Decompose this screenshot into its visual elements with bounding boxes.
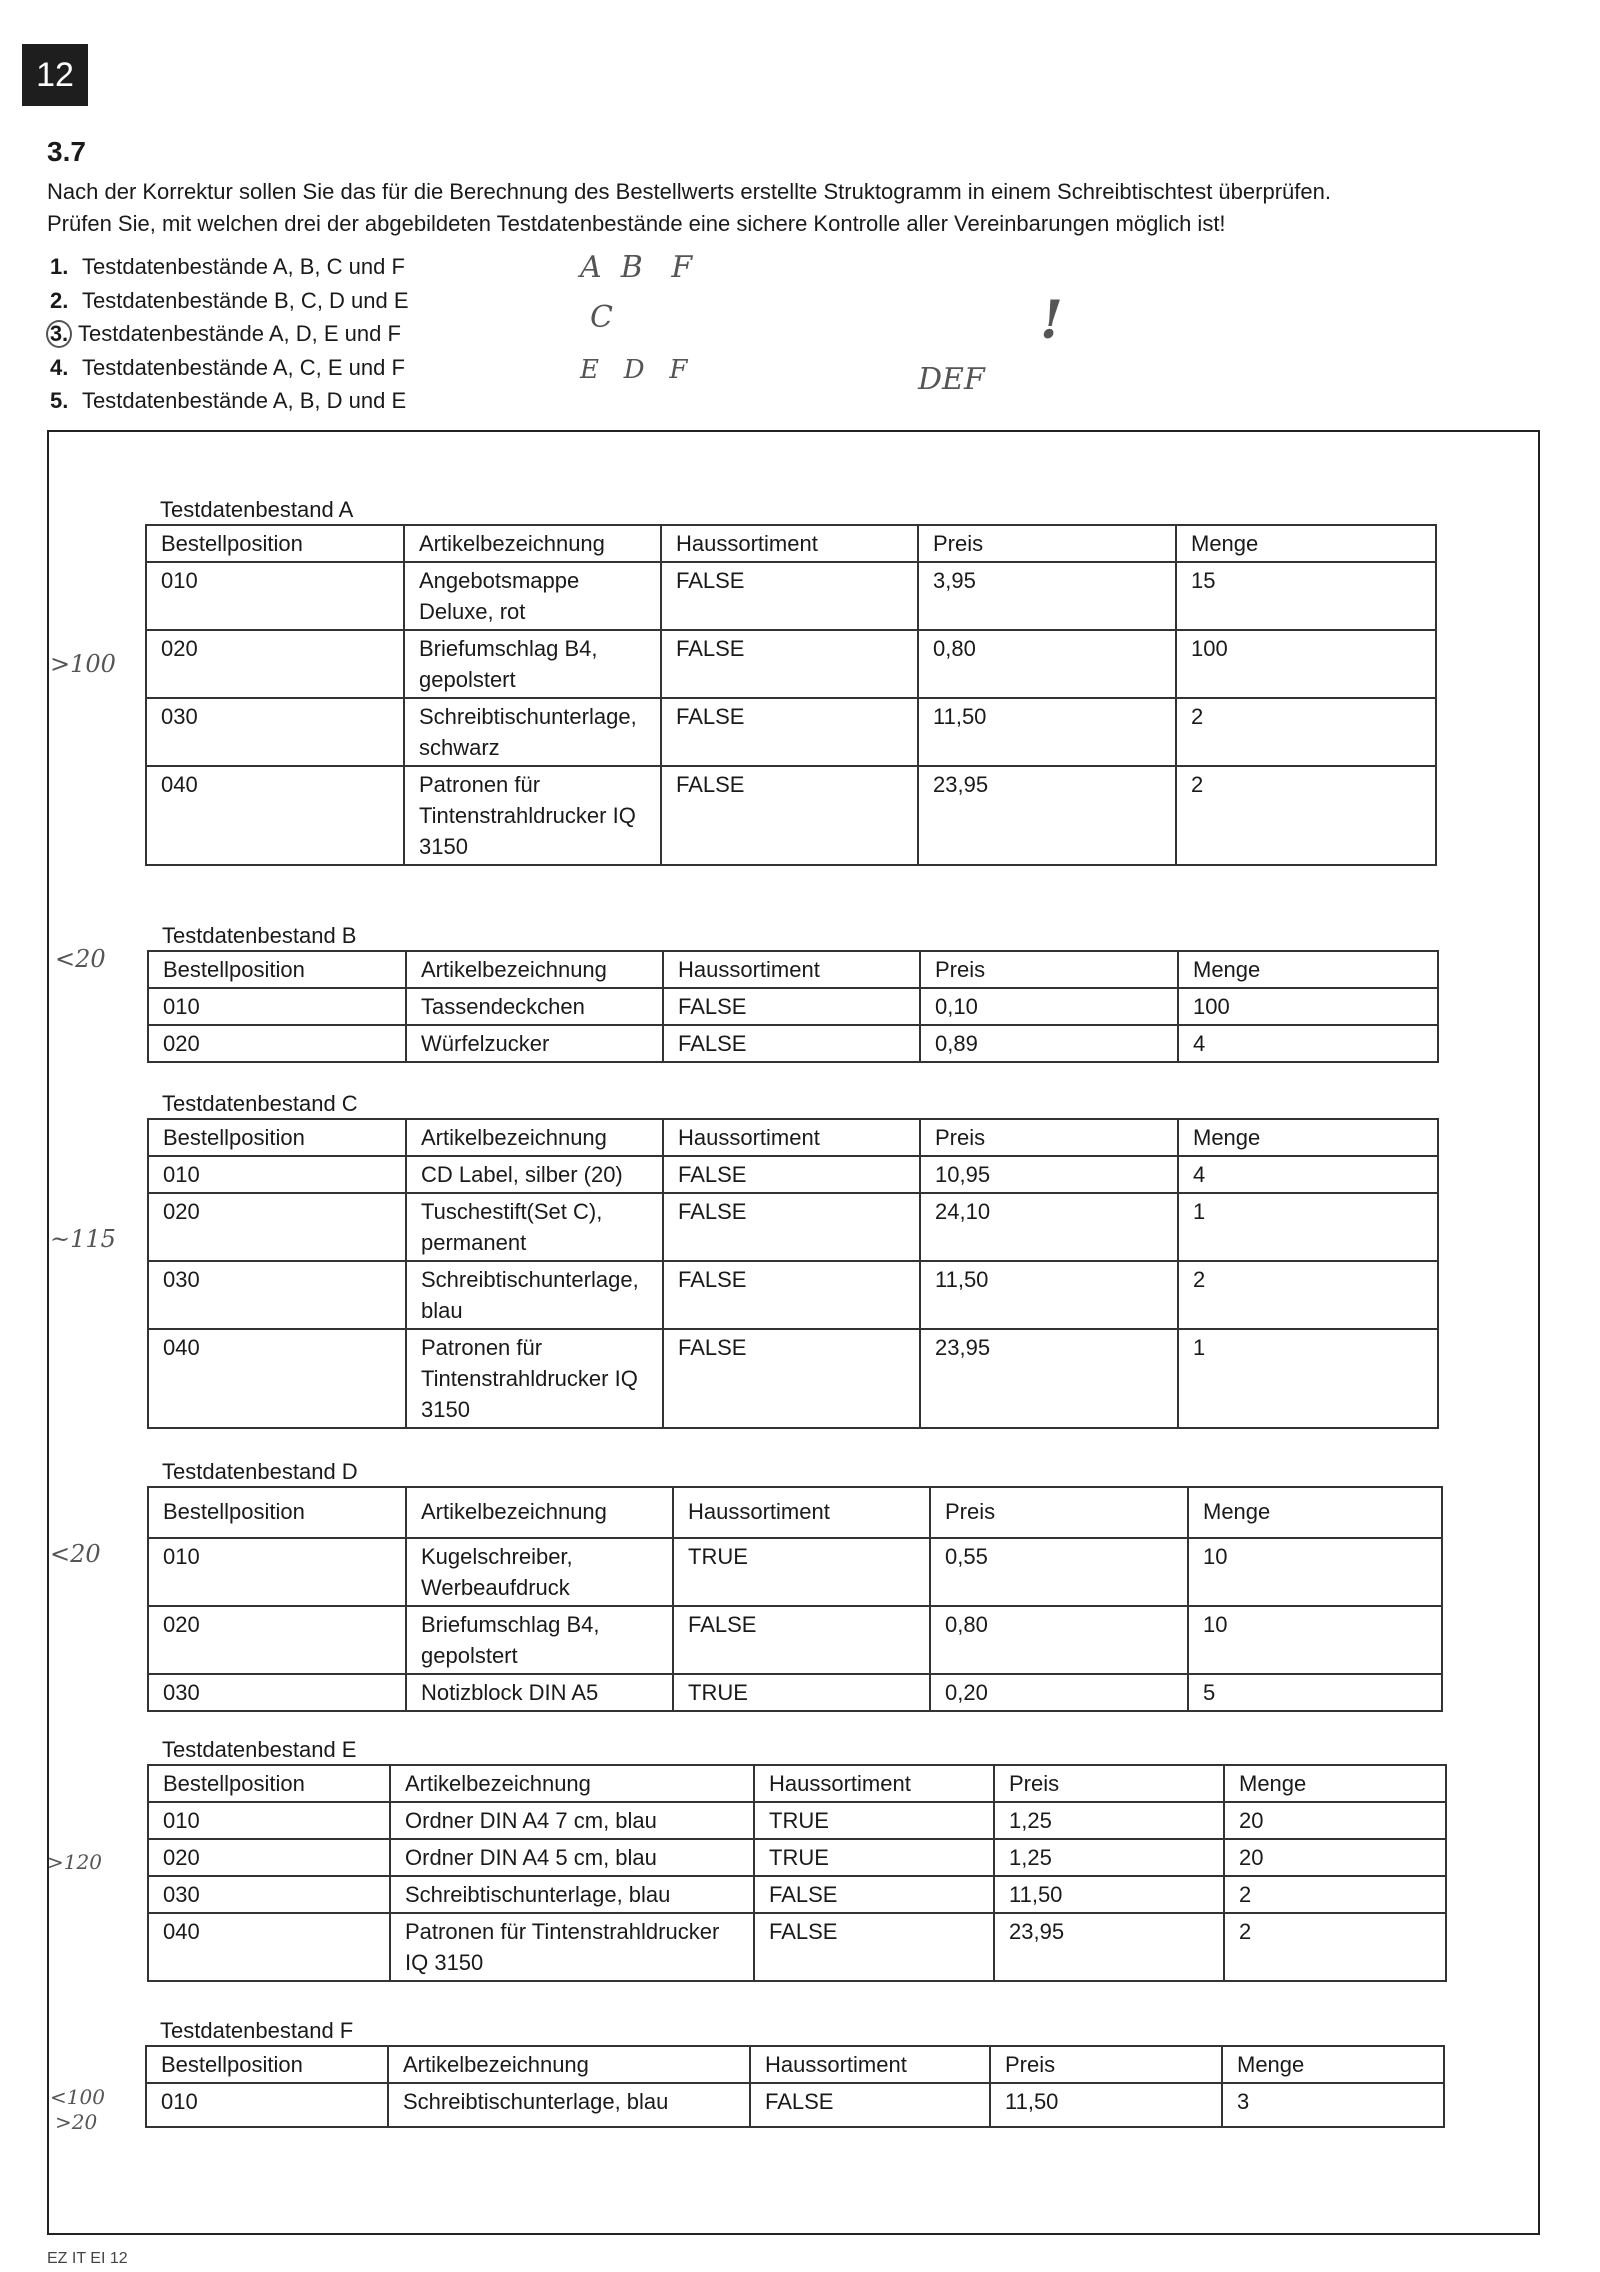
table-row — [148, 1674, 1442, 1711]
option-number-circled: 3. — [46, 320, 72, 348]
cell-position: 010 — [146, 562, 404, 630]
dataset-c — [147, 1090, 1439, 1429]
cell-quantity: 20 — [1224, 1802, 1446, 1839]
cell-range: FALSE — [663, 988, 920, 1025]
cell-position: 040 — [148, 1329, 406, 1428]
column-header: Bestellposition — [146, 2046, 388, 2083]
dataset-title: Testdatenbestand F — [160, 2018, 354, 2043]
cell-position: 010 — [146, 2083, 388, 2127]
option-4[interactable] — [50, 351, 409, 385]
dataset-table — [147, 1118, 1439, 1429]
table-row — [148, 1025, 1438, 1062]
table-row — [148, 1839, 1446, 1876]
cell-article: Patronen für Tintenstrahldrucker IQ 3150 — [390, 1913, 754, 1981]
cell-price: 11,50 — [918, 698, 1176, 766]
cell-quantity: 2 — [1178, 1261, 1438, 1329]
cell-price: 23,95 — [994, 1913, 1224, 1981]
table-header-row — [148, 951, 1438, 988]
dataset-table — [145, 2045, 1445, 2128]
margin-note-f1: <100 — [50, 2085, 105, 2109]
margin-note-a: >100 — [50, 650, 116, 678]
cell-price: 23,95 — [920, 1329, 1178, 1428]
cell-range: FALSE — [663, 1193, 920, 1261]
cell-quantity: 10 — [1188, 1538, 1442, 1606]
cell-price: 1,25 — [994, 1802, 1224, 1839]
cell-quantity: 4 — [1178, 1156, 1438, 1193]
option-label: Testdatenbestände A, C, E und F — [82, 354, 405, 380]
cell-article: Angebotsmappe Deluxe, rot — [404, 562, 661, 630]
column-header: Haussortiment — [750, 2046, 990, 2083]
column-header: Artikelbezeichnung — [404, 525, 661, 562]
cell-range: FALSE — [661, 562, 918, 630]
table-row — [148, 1329, 1438, 1428]
column-header: Artikelbezeichnung — [388, 2046, 750, 2083]
dataset-title: Testdatenbestand B — [162, 923, 357, 948]
cell-quantity: 2 — [1176, 766, 1436, 865]
dataset-b — [147, 922, 1439, 1063]
cell-article: CD Label, silber (20) — [406, 1156, 663, 1193]
column-header: Haussortiment — [754, 1765, 994, 1802]
cell-article: Schreibtischunterlage, blau — [406, 1261, 663, 1329]
answer-options — [50, 250, 409, 418]
cell-range: TRUE — [673, 1538, 930, 1606]
cell-range: TRUE — [754, 1839, 994, 1876]
dataset-a — [145, 496, 1437, 866]
handwriting-row-1: A B F — [580, 250, 693, 285]
cell-price: 0,80 — [930, 1606, 1188, 1674]
cell-range: FALSE — [663, 1261, 920, 1329]
cell-quantity: 20 — [1224, 1839, 1446, 1876]
cell-article: Ordner DIN A4 7 cm, blau — [390, 1802, 754, 1839]
cell-price: 11,50 — [920, 1261, 1178, 1329]
cell-quantity: 1 — [1178, 1329, 1438, 1428]
table-row — [148, 1156, 1438, 1193]
column-header: Menge — [1188, 1487, 1442, 1538]
dataset-table — [145, 524, 1437, 866]
cell-position: 010 — [148, 1538, 406, 1606]
table-row — [148, 1606, 1442, 1674]
cell-article: Kugelschreiber, Werbeaufdruck — [406, 1538, 673, 1606]
column-header: Artikelbezeichnung — [390, 1765, 754, 1802]
column-header: Bestellposition — [148, 1765, 390, 1802]
cell-range: FALSE — [750, 2083, 990, 2127]
cell-position: 020 — [148, 1025, 406, 1062]
option-number: 4. — [50, 354, 69, 380]
cell-range: FALSE — [663, 1329, 920, 1428]
option-1[interactable] — [50, 250, 409, 284]
dataset-table — [147, 1764, 1447, 1982]
cell-price: 0,80 — [918, 630, 1176, 698]
cell-quantity: 4 — [1178, 1025, 1438, 1062]
table-header-row — [148, 1119, 1438, 1156]
dataset-table — [147, 950, 1439, 1063]
margin-note-e: >120 — [47, 1850, 102, 1874]
cell-position: 040 — [148, 1913, 390, 1981]
cell-price: 11,50 — [990, 2083, 1222, 2127]
cell-position: 030 — [148, 1876, 390, 1913]
option-2[interactable] — [50, 284, 409, 318]
cell-range: FALSE — [673, 1606, 930, 1674]
table-row — [146, 630, 1436, 698]
column-header: Bestellposition — [148, 1119, 406, 1156]
cell-article: Tuschestift(Set C), permanent — [406, 1193, 663, 1261]
column-header: Bestellposition — [146, 525, 404, 562]
cell-price: 0,10 — [920, 988, 1178, 1025]
cell-position: 020 — [148, 1193, 406, 1261]
cell-article: Würfelzucker — [406, 1025, 663, 1062]
cell-position: 030 — [148, 1261, 406, 1329]
table-header-row — [146, 2046, 1444, 2083]
cell-article: Schreibtischunterlage, schwarz — [404, 698, 661, 766]
cell-price: 1,25 — [994, 1839, 1224, 1876]
table-row — [148, 1802, 1446, 1839]
task-text-line-2: Prüfen Sie, mit welchen drei der abgebildeten Testdatenbestände eine sichere Kontrolle aller Vereinbarungen möglich ist! — [47, 211, 1226, 236]
cell-range: TRUE — [754, 1802, 994, 1839]
cell-quantity: 2 — [1176, 698, 1436, 766]
dataset-d — [147, 1458, 1443, 1712]
cell-price: 0,20 — [930, 1674, 1188, 1711]
handwriting-exclamation: ! — [1040, 290, 1063, 351]
handwriting-row-3: E D F — [580, 355, 688, 385]
column-header: Haussortiment — [661, 525, 918, 562]
cell-quantity: 1 — [1178, 1193, 1438, 1261]
margin-note-d: <20 — [50, 1540, 101, 1568]
option-number: 5. — [50, 388, 69, 413]
table-row — [146, 2083, 1444, 2127]
column-header: Preis — [918, 525, 1176, 562]
column-header: Haussortiment — [663, 951, 920, 988]
table-row — [148, 1913, 1446, 1981]
cell-article: Briefumschlag B4, gepolstert — [404, 630, 661, 698]
cell-article: Notizblock DIN A5 — [406, 1674, 673, 1711]
table-row — [146, 562, 1436, 630]
dataset-title: Testdatenbestand E — [162, 1737, 357, 1762]
column-header: Artikelbezeichnung — [406, 951, 663, 988]
option-number: 2. — [50, 287, 69, 313]
cell-quantity: 3 — [1222, 2083, 1444, 2127]
cell-article: Schreibtischunterlage, blau — [390, 1876, 754, 1913]
table-row — [148, 1261, 1438, 1329]
column-header: Haussortiment — [673, 1487, 930, 1538]
option-label: Testdatenbestände A, D, E und F — [78, 321, 401, 346]
table-row — [148, 1538, 1442, 1606]
cell-position: 030 — [148, 1674, 406, 1711]
column-header: Preis — [994, 1765, 1224, 1802]
column-header: Haussortiment — [663, 1119, 920, 1156]
cell-quantity: 15 — [1176, 562, 1436, 630]
handwriting-def: DEF — [918, 362, 985, 397]
table-header-row — [148, 1765, 1446, 1802]
cell-price: 24,10 — [920, 1193, 1178, 1261]
option-number: 1. — [50, 254, 69, 279]
cell-article: Patronen für Tintenstrahldrucker IQ 3150 — [404, 766, 661, 865]
table-header-row — [148, 1487, 1442, 1538]
cell-position: 020 — [148, 1839, 390, 1876]
margin-note-f2: >20 — [55, 2110, 98, 2134]
table-row — [146, 766, 1436, 865]
cell-position: 010 — [148, 1156, 406, 1193]
task-text — [47, 176, 1427, 240]
cell-position: 020 — [146, 630, 404, 698]
column-header: Menge — [1176, 525, 1436, 562]
cell-range: FALSE — [661, 698, 918, 766]
dataset-e — [147, 1736, 1447, 1982]
column-header: Artikelbezeichnung — [406, 1119, 663, 1156]
cell-quantity: 2 — [1224, 1913, 1446, 1981]
cell-price: 10,95 — [920, 1156, 1178, 1193]
cell-price: 3,95 — [918, 562, 1176, 630]
cell-article: Schreibtischunterlage, blau — [388, 2083, 750, 2127]
cell-article: Tassendeckchen — [406, 988, 663, 1025]
option-5[interactable] — [50, 384, 409, 418]
page-number-badge: 12 — [22, 44, 88, 106]
cell-position: 010 — [148, 988, 406, 1025]
cell-range: FALSE — [663, 1025, 920, 1062]
option-label: Testdatenbestände B, C, D und E — [82, 287, 409, 313]
cell-article: Patronen für Tintenstrahldrucker IQ 3150 — [406, 1329, 663, 1428]
column-header: Bestellposition — [148, 1487, 406, 1538]
cell-range: TRUE — [673, 1674, 930, 1711]
cell-range: FALSE — [754, 1913, 994, 1981]
dataset-title: Testdatenbestand C — [162, 1091, 358, 1116]
column-header: Bestellposition — [148, 951, 406, 988]
column-header: Preis — [920, 951, 1178, 988]
table-row — [148, 1876, 1446, 1913]
cell-position: 020 — [148, 1606, 406, 1674]
cell-price: 23,95 — [918, 766, 1176, 865]
dataset-f — [145, 2017, 1445, 2128]
dataset-title: Testdatenbestand A — [160, 497, 354, 522]
table-row — [146, 698, 1436, 766]
column-header: Preis — [920, 1119, 1178, 1156]
margin-note-b: <20 — [55, 945, 106, 973]
cell-article: Briefumschlag B4, gepolstert — [406, 1606, 673, 1674]
column-header: Menge — [1178, 1119, 1438, 1156]
cell-range: FALSE — [661, 630, 918, 698]
column-header: Menge — [1224, 1765, 1446, 1802]
cell-quantity: 100 — [1178, 988, 1438, 1025]
cell-range: FALSE — [754, 1876, 994, 1913]
dataset-title: Testdatenbestand D — [162, 1459, 358, 1484]
table-header-row — [146, 525, 1436, 562]
cell-position: 040 — [146, 766, 404, 865]
option-3[interactable] — [50, 317, 409, 351]
cell-quantity: 100 — [1176, 630, 1436, 698]
cell-price: 0,89 — [920, 1025, 1178, 1062]
column-header: Menge — [1222, 2046, 1444, 2083]
cell-article: Ordner DIN A4 5 cm, blau — [390, 1839, 754, 1876]
cell-quantity: 2 — [1224, 1876, 1446, 1913]
column-header: Preis — [930, 1487, 1188, 1538]
option-label: Testdatenbestände A, B, D und E — [82, 388, 407, 413]
table-row — [148, 988, 1438, 1025]
dataset-table — [147, 1486, 1443, 1712]
footer-code: EZ IT EI 12 — [47, 2250, 128, 2267]
handwriting-row-2: C — [590, 300, 680, 335]
column-header: Artikelbezeichnung — [406, 1487, 673, 1538]
cell-range: FALSE — [663, 1156, 920, 1193]
cell-price: 0,55 — [930, 1538, 1188, 1606]
cell-range: FALSE — [661, 766, 918, 865]
column-header: Menge — [1178, 951, 1438, 988]
task-number: 3.7 — [47, 136, 86, 167]
cell-position: 030 — [146, 698, 404, 766]
margin-note-c: ~115 — [50, 1225, 116, 1253]
task-text-line-1: Nach der Korrektur sollen Sie das für die Berechnung des Bestellwerts erstellte Struktogramm in einem Schreibtischtest überprüfen. — [47, 179, 1331, 204]
table-row — [148, 1193, 1438, 1261]
cell-quantity: 5 — [1188, 1674, 1442, 1711]
cell-position: 010 — [148, 1802, 390, 1839]
column-header: Preis — [990, 2046, 1222, 2083]
option-label: Testdatenbestände A, B, C und F — [82, 254, 405, 279]
cell-quantity: 10 — [1188, 1606, 1442, 1674]
cell-price: 11,50 — [994, 1876, 1224, 1913]
